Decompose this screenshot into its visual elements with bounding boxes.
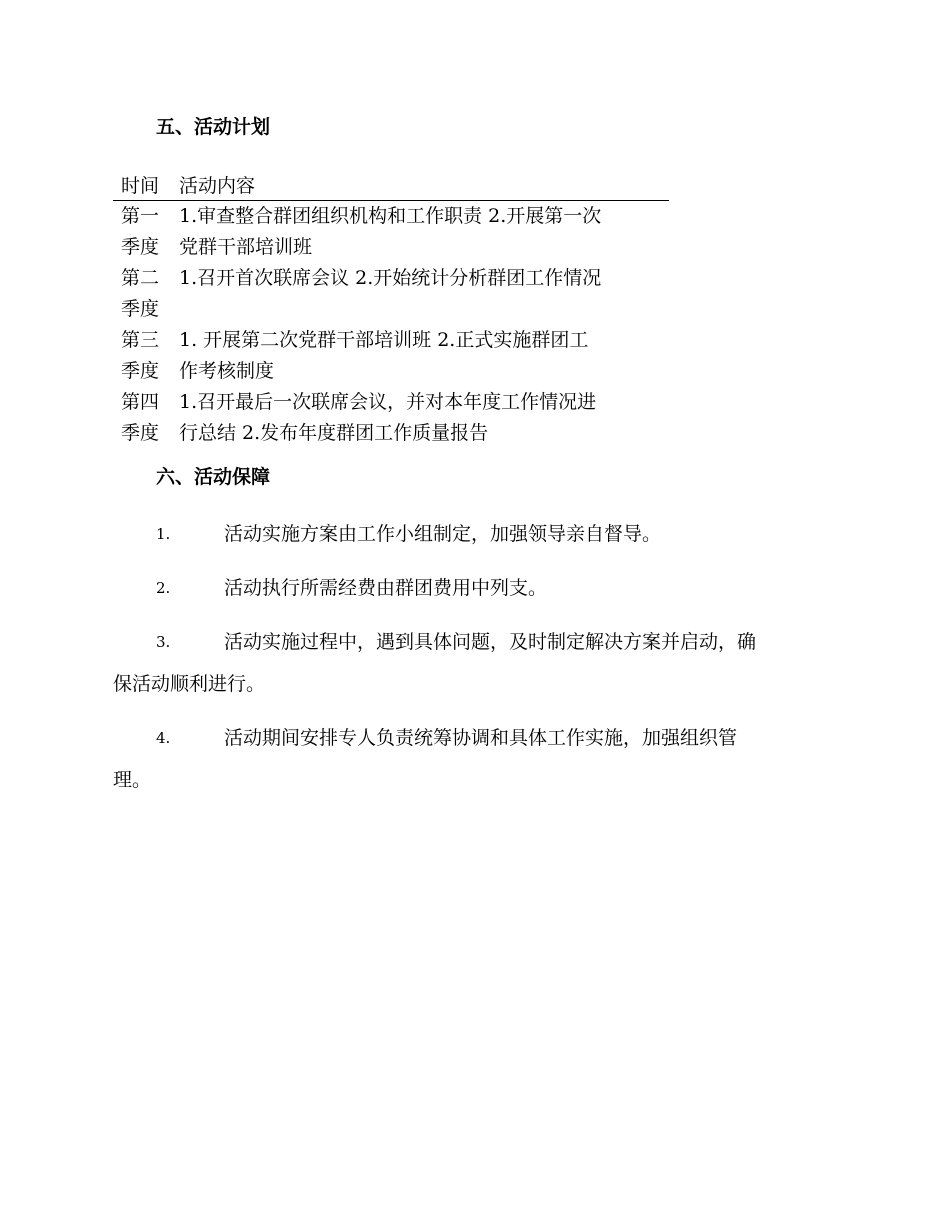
list-item-text: 活动实施方案由工作小组制定，加强领导亲自督导。 [224, 523, 662, 545]
table-row [113, 387, 669, 449]
list-item-text: 活动实施过程中，遇到具体问题，及时制定解决方案并启动，确 [224, 631, 757, 653]
list-item [113, 621, 838, 705]
row-time: 第二 季度 [121, 267, 160, 320]
list-item-number: 4. [156, 729, 171, 747]
activity-plan-table [113, 168, 669, 449]
guarantee-list [113, 513, 838, 813]
list-item-text: 活动执行所需经费由群团费用中列支。 [224, 577, 548, 599]
header-time: 时间 [121, 174, 160, 197]
header-content: 活动内容 [179, 174, 256, 197]
list-item-text-continued: 理。 [113, 769, 152, 791]
list-item [113, 717, 838, 801]
row-content: 1.审查整合群团组织机构和工作职责 2.开展第一次 党群干部培训班 [179, 205, 602, 258]
list-item-number: 3. [156, 633, 171, 651]
table-row [113, 325, 669, 387]
section-heading-activity-plan: 五、活动计划 [156, 116, 271, 138]
list-item-number: 2. [156, 579, 171, 597]
row-content: 1. 开展第二次党群干部培训班 2.正式实施群团工 作考核制度 [179, 329, 589, 382]
list-item-text-continued: 保活动顺利进行。 [113, 673, 266, 695]
table-header-row [113, 168, 669, 201]
list-item-number: 1. [156, 525, 171, 543]
table-row [113, 263, 669, 325]
row-time: 第三 季度 [121, 329, 160, 382]
row-content: 1.召开首次联席会议 2.开始统计分析群团工作情况 [179, 267, 602, 289]
row-time: 第一 季度 [121, 205, 160, 258]
row-content: 1.召开最后一次联席会议，并对本年度工作情况进 行总结 2.发布年度群团工作质量报告 [179, 391, 597, 444]
table-row [113, 201, 669, 263]
list-item [113, 567, 838, 609]
list-item-text: 活动期间安排专人负责统筹协调和具体工作实施，加强组织管 [224, 727, 738, 749]
row-time: 第四 季度 [121, 391, 160, 444]
section-heading-activity-guarantee: 六、活动保障 [156, 466, 271, 488]
list-item [113, 513, 838, 555]
